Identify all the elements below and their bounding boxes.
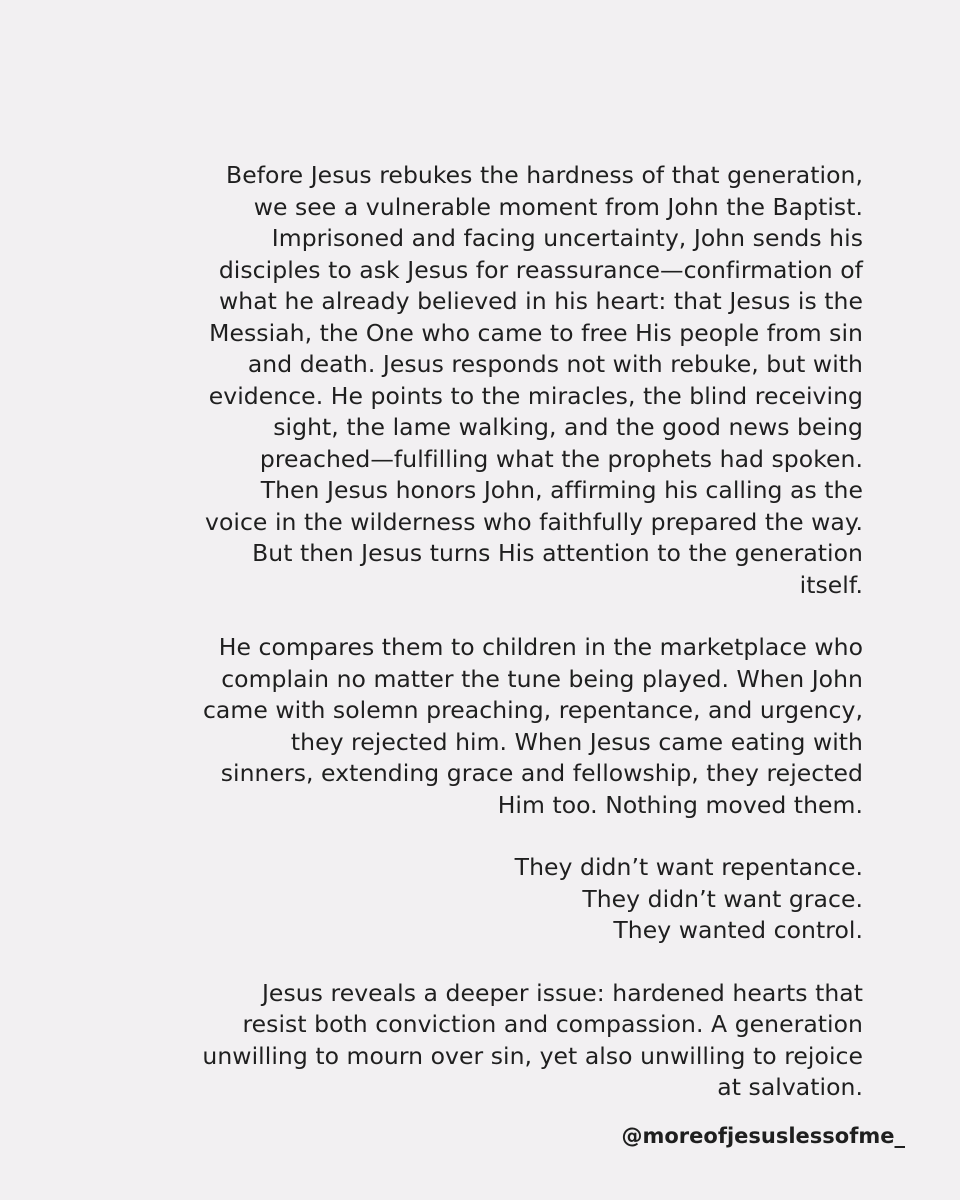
paragraph-they-didnt-want (163, 852, 863, 947)
text-line: Him too. Nothing moved them. (497, 790, 863, 819)
text-line: voice in the wilderness who faithfully prepared the way. (205, 507, 863, 536)
paragraph-john-the-baptist (163, 160, 863, 601)
post-body (163, 160, 863, 1135)
text-line: sight, the lame walking, and the good news being (273, 413, 863, 441)
text-line: what he already believed in his heart: that Jesus is the (219, 287, 863, 315)
text-line: came with solemn preaching, repentance, and urgency, (202, 696, 863, 724)
text-line: disciples to ask Jesus for reassurance—confirmation of (218, 255, 863, 284)
paragraph-children-marketplace (163, 632, 863, 821)
text-line: Before Jesus rebukes the hardness of that generation, (226, 161, 863, 189)
text-line: complain no matter the tune being played. When John (221, 664, 863, 693)
text-line: resist both conviction and compassion. A generation (242, 1010, 863, 1038)
text-line: He compares them to children in the marketplace who (218, 633, 863, 661)
text-line: They didn’t want repentance. (514, 853, 863, 881)
text-line: Then Jesus honors John, affirming his calling as the (260, 476, 863, 504)
text-line: Jesus reveals a deeper issue: hardened hearts that (261, 978, 863, 1007)
text-line: preached—fulfilling what the prophets had spoken. (259, 444, 863, 473)
text-line: Imprisoned and facing uncertainty, John sends his (271, 224, 863, 252)
text-line: But then Jesus turns His attention to the generation (252, 539, 863, 567)
text-line: They didn’t want grace. (582, 884, 863, 913)
text-line: they rejected him. When Jesus came eating with (290, 727, 863, 756)
text-line: itself. (799, 570, 863, 599)
account-handle: @moreofjesuslessofme_ (621, 1124, 905, 1148)
text-line: sinners, extending grace and fellowship, they rejected (220, 759, 863, 787)
paragraph-deeper-issue (163, 978, 863, 1104)
text-line: They wanted control. (613, 916, 863, 944)
text-line: unwilling to mourn over sin, yet also unwilling to rejoice (202, 1041, 863, 1070)
text-line: and death. Jesus responds not with rebuke, but with (247, 350, 863, 378)
text-line: we see a vulnerable moment from John the Baptist. (253, 192, 863, 221)
text-line: evidence. He points to the miracles, the blind receiving (208, 381, 863, 410)
text-line: Messiah, the One who came to free His people from sin (209, 318, 863, 347)
text-line: at salvation. (717, 1073, 863, 1101)
